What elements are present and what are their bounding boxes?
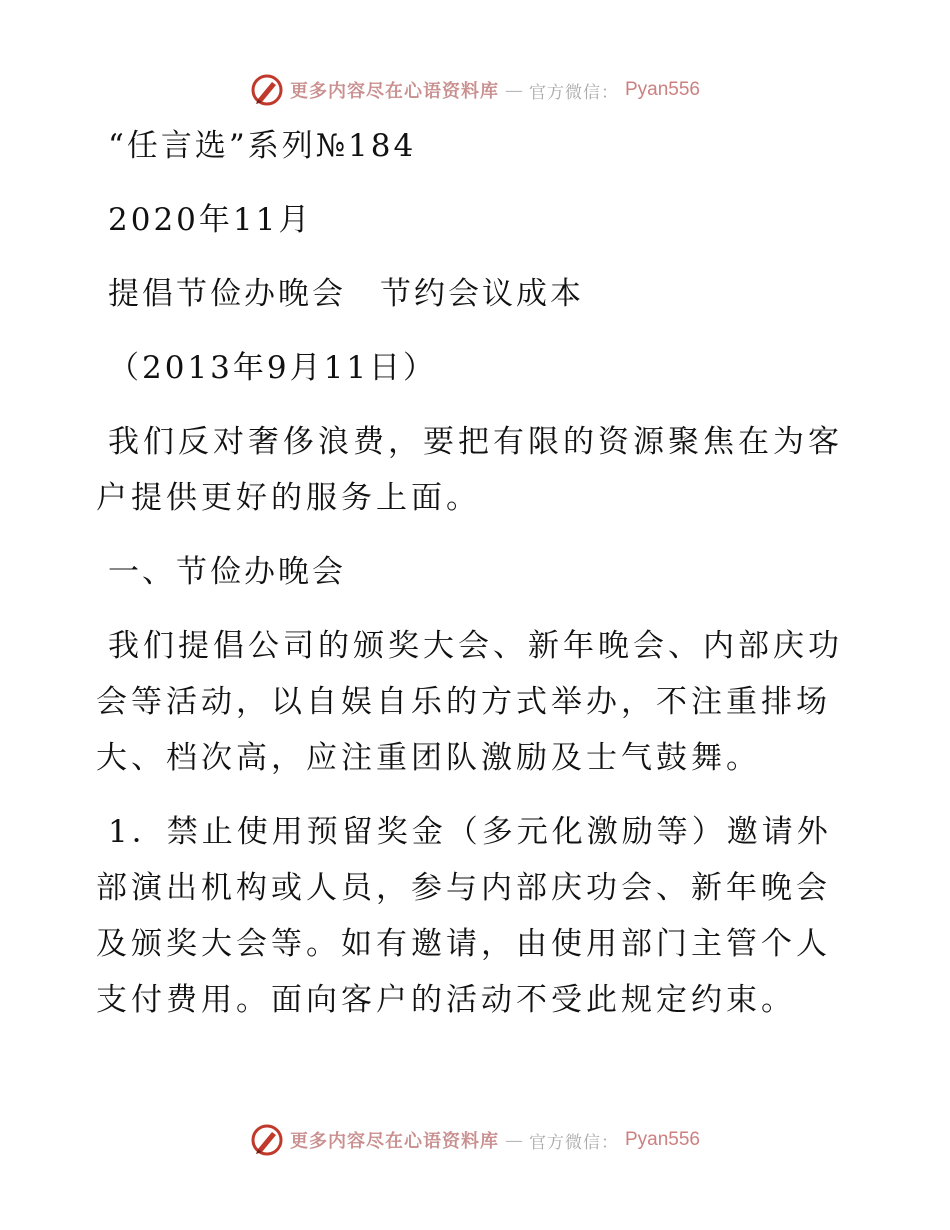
section1-paragraph: 我们提倡公司的颁奖大会、新年晚会、内部庆功会等活动，以自娱自乐的方式举办，不注重排场大、档次高，应注重团队激励及士气鼓舞。 bbox=[96, 628, 843, 776]
section1-heading: 一、节俭办晚会 bbox=[108, 554, 346, 590]
document-body bbox=[96, 118, 856, 1028]
issue-date: （2013年9月11日） bbox=[108, 350, 438, 386]
watermark-label: 官方微信： bbox=[528, 82, 619, 103]
watermark-dash: — bbox=[504, 79, 523, 101]
pen-logo-icon bbox=[250, 73, 284, 107]
item1-paragraph: 1．禁止使用预留奖金（多元化激励等）邀请外部演出机构或人员，参与内部庆功会、新年晚会及颁奖大会等。如有邀请，由使用部门主管个人支付费用。面向客户的活动不受此规定约束。 bbox=[96, 814, 832, 1018]
watermark-main-text: 更多内容尽在心语资料库 bbox=[289, 1131, 499, 1152]
pen-logo-icon bbox=[250, 1123, 284, 1157]
series-label: “任言选”系列№184 bbox=[108, 128, 417, 164]
watermark-main-text: 更多内容尽在心语资料库 bbox=[289, 81, 499, 102]
document-date: 2020年11月 bbox=[108, 202, 313, 238]
watermark-wechat-id: Pyan556 bbox=[624, 1129, 700, 1150]
watermark-wechat-id: Pyan556 bbox=[624, 79, 700, 100]
watermark-label: 官方微信： bbox=[528, 1132, 619, 1153]
watermark-dash: — bbox=[504, 1129, 523, 1151]
watermark-header bbox=[0, 70, 950, 110]
document-title: 提倡节俭办晚会 节约会议成本 bbox=[108, 276, 584, 312]
watermark-footer bbox=[0, 1120, 950, 1160]
intro-paragraph: 我们反对奢侈浪费，要把有限的资源聚焦在为客户提供更好的服务上面。 bbox=[96, 424, 843, 516]
